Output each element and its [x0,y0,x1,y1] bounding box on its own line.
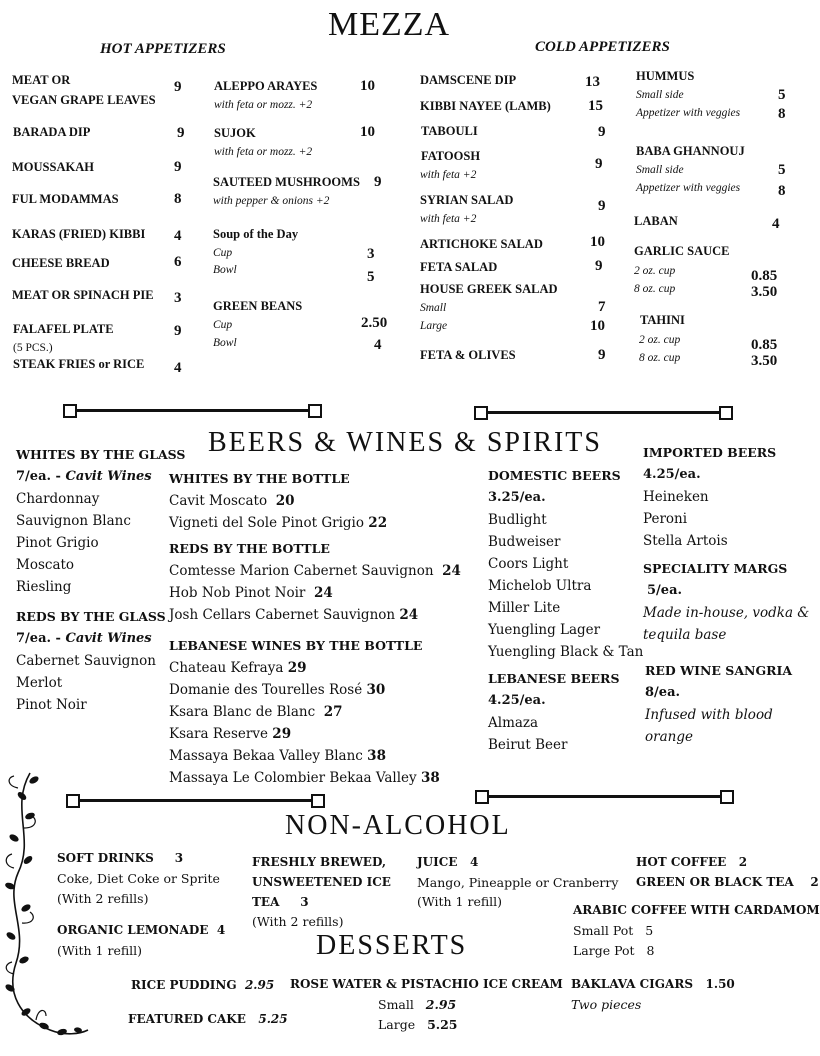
list-item: Moscato [16,557,75,573]
menu-item-name: HOUSE GREEK SALAD [420,282,558,296]
green-black-tea [636,875,819,889]
item-name: Hob Nob Pinot Noir [169,585,306,601]
menu-item-name: FALAFEL PLATE [13,322,114,336]
juice-desc: Mango, Pineapple or Cranberry [417,875,619,890]
menu-item-option: Appetizer with veggies [636,182,741,194]
menu-item-name: SUJOK [214,126,256,140]
iced-tea-line2: UNSWEETENED ICE [252,875,391,889]
menu-item-name: ALEPPO ARAYES [214,79,318,93]
item-name: Vigneti del Sole Pinot Grigio [169,515,364,531]
baklava-desc: Two pieces [571,997,642,1012]
item-name: HOT COFFEE [636,855,727,869]
list-item: Chardonnay [16,491,100,507]
juice-refill: (With 1 refill) [417,894,503,909]
menu-item-option: with feta +2 [420,169,477,181]
menu-item-price: 0.85 [751,337,778,353]
item-price: 27 [323,704,343,720]
lebanese-wines-heading: LEBANESE WINES BY THE BOTTLE [169,638,423,653]
size-price: 8 [646,943,655,958]
list-item: Miller Lite [488,600,561,616]
menu-item-price: 9 [598,124,606,140]
menu-item-note: (5 PCS.) [13,342,53,354]
list-item: Budweiser [488,534,561,550]
menu-item-price: 10 [590,234,605,250]
item-price: 22 [368,515,388,531]
menu-item-name: SYRIAN SALAD [420,193,514,207]
menu-item-price: 4 [174,228,182,244]
item-price: 1.50 [705,977,735,991]
menu-item-price: 6 [174,254,182,270]
soft-drinks [57,851,183,865]
menu-item-name: ARTICHOKE SALAD [420,237,543,251]
list-item: Michelob Ultra [488,578,592,594]
menu-item-price: 5 [778,87,786,103]
menu-item-option: Appetizer with veggies [636,107,741,119]
hot-coffee [636,855,747,869]
sangria-price: 8/ea. [645,685,681,700]
featured-cake [128,1012,288,1026]
reds-glass-heading: REDS BY THE GLASS [16,609,166,624]
list-item: Peroni [643,511,688,527]
organic-lemonade [57,923,225,937]
menu-item-name: FUL MODAMMAS [12,192,119,206]
menu-item-name: GARLIC SAUCE [634,244,730,258]
whites-glass-heading: WHITES BY THE GLASS [16,447,186,462]
list-item [169,660,307,676]
item-price: 38 [420,770,440,786]
menu-item-price: 9 [595,156,603,172]
list-item [169,770,440,786]
list-item: Beirut Beer [488,737,568,753]
list-item: Coors Light [488,556,569,572]
list-item [169,563,461,579]
size-price: 5.25 [427,1017,458,1032]
menu-item-option: Small [420,302,447,314]
non-alcohol-title: NON-ALCOHOL [285,810,511,841]
item-price: 2 [738,855,748,869]
item-price: 29 [287,660,307,676]
domestic-beers-heading: DOMESTIC BEERS [488,468,621,483]
item-name: Cavit Moscato [169,493,268,509]
menu-item-price: 10 [590,318,605,334]
size-price: 5 [645,923,654,938]
speciality-margs-desc: Made in-house, vodka & [643,605,810,621]
menu-item-price: 9 [598,198,606,214]
list-item [169,704,343,720]
item-price: 2.95 [244,978,275,992]
iced-tea-line1: FRESHLY BREWED, [252,855,387,869]
menu-item-price: 10 [360,78,375,94]
item-price: 3 [174,851,184,865]
size-label: Large [378,1017,416,1032]
item-name: BAKLAVA CIGARS [571,977,693,991]
menu-item-option: 8 oz. cup [639,352,681,364]
menu-item-name: BARADA DIP [13,125,91,139]
item-price: 38 [367,748,386,764]
list-item [169,493,294,509]
menu-item-name: Soup of the Day [213,227,299,241]
list-item: Budlight [488,512,547,528]
size-label: Large Pot [573,943,635,958]
item-name: Domanie des Tourelles Rosé [169,682,363,698]
sangria-desc: Infused with blood [645,707,773,723]
menu-item-price: 3 [367,246,375,262]
juice [417,855,478,869]
floral-vine-decoration [0,768,90,1056]
menu-item-price: 15 [588,98,603,114]
brand-label: Cavit Wines [65,469,152,484]
menu-item-name: TABOULI [421,124,478,138]
size-label: Small [378,997,414,1012]
item-price: 3 [300,895,309,909]
menu-item-option: with feta +2 [420,213,477,225]
lebanese-beers-heading: LEBANESE BEERS [488,671,620,686]
soft-drinks-desc: Coke, Diet Coke or Sprite [57,871,220,886]
arabic-coffee-large [573,943,654,958]
menu-item-name: MOUSSAKAH [12,160,94,174]
item-price: 29 [272,726,292,742]
menu-item-option: with pepper & onions +2 [213,195,330,207]
whites-glass-price [16,469,152,484]
menu-item-option: with feta or mozz. +2 [214,146,313,158]
item-price: 4 [216,923,226,937]
ice-cream-large [378,1017,458,1032]
menu-item-option: 2 oz. cup [634,265,676,277]
list-item: Riesling [16,579,72,595]
list-item: Sauvignon Blanc [16,513,131,529]
list-item [169,726,291,742]
menu-item-price: 4 [772,216,780,232]
size-label: Small Pot [573,923,634,938]
menu-item-option: Cup [213,319,233,331]
menu-item-option: with feta or mozz. +2 [214,99,313,111]
item-name: ORGANIC LEMONADE [57,923,209,937]
item-name: Josh Cellars Cabernet Sauvignon [169,607,396,623]
list-item [169,682,385,698]
menu-item-price: 5 [778,162,786,178]
menu-item-price: 9 [374,174,382,190]
menu-item-price: 3.50 [751,353,778,369]
domestic-beers-price: 3.25/ea. [488,490,546,505]
menu-item-price: 2.50 [361,315,388,331]
imported-beers-price: 4.25/ea. [643,467,701,482]
list-item [169,748,386,764]
list-item: Pinot Grigio [16,535,99,551]
desserts-title: DESSERTS [316,930,468,961]
menu-item-name: LABAN [634,214,678,228]
speciality-margs-desc: tequila base [643,627,727,643]
menu-item-option: Cup [213,247,233,259]
item-name: Chateau Kefraya [169,660,284,676]
iced-tea-refill: (With 2 refills) [252,914,344,929]
brand-label: Cavit Wines [65,631,152,646]
menu-item-name: KIBBI NAYEE (LAMB) [420,99,551,113]
menu-item-name: TAHINI [640,313,685,327]
menu-item-name: MEAT OR [12,73,71,87]
menu-item-price: 3 [174,290,182,306]
list-item: Yuengling Black & Tan [488,644,644,660]
soft-drinks-refill: (With 2 refills) [57,891,149,906]
sangria-heading: RED WINE SANGRIA [645,663,793,678]
menu-item-price: 0.85 [751,268,778,284]
item-name: Ksara Blanc de Blanc [169,704,316,720]
menu-item-name: KARAS (FRIED) KIBBI [12,227,146,241]
item-name: SOFT DRINKS [57,851,154,865]
menu-item-option: 2 oz. cup [639,334,681,346]
price-label: 7/ea. - [16,631,66,646]
ice-cream: ROSE WATER & PISTACHIO ICE CREAM [290,977,563,991]
drinks-title: BEERS & WINES & SPIRITS [208,427,602,458]
menu-item-price: 3.50 [751,284,778,300]
item-price: 5.25 [258,1012,288,1026]
menu-item-name: GREEN BEANS [213,299,303,313]
item-price: 24 [313,585,333,601]
item-price: 2 [810,875,819,889]
item-price: 4 [470,855,479,869]
ice-cream-small [378,997,456,1012]
menu-item-price: 9 [174,159,182,175]
menu-item-name: BABA GHANNOUJ [636,144,745,158]
menu-item-price: 13 [585,74,600,90]
speciality-margs-heading: SPECIALITY MARGS [643,561,788,576]
menu-item-option: Bowl [213,264,237,276]
menu-item-price: 8 [174,191,182,207]
menu-item-option: 8 oz. cup [634,283,676,295]
list-item [169,585,333,601]
lebanese-beers-price: 4.25/ea. [488,693,546,708]
menu-item-option: Bowl [213,337,237,349]
item-name: Massaya Le Colombier Bekaa Valley [169,770,417,786]
menu-item-name: CHEESE BREAD [12,256,110,270]
menu-item-price: 5 [367,269,375,285]
menu-item-name: MEAT OR SPINACH PIE [12,288,154,302]
item-price: 30 [366,682,386,698]
list-item: Merlot [16,675,63,691]
menu-item-price: 9 [177,125,185,141]
menu-item-option: Small side [636,89,684,101]
imported-beers-heading: IMPORTED BEERS [643,445,777,460]
list-item: Yuengling Lager [488,622,601,638]
menu-item-price: 8 [778,106,786,122]
list-item: Heineken [643,489,709,505]
item-price: 20 [275,493,295,509]
mezza-title: MEZZA [328,6,451,43]
whites-bottle-heading: WHITES BY THE BOTTLE [169,471,350,486]
item-name: RICE PUDDING [131,978,237,992]
menu-item-name: FETA SALAD [420,260,498,274]
list-item: Almaza [488,715,539,731]
menu-item-name: SAUTEED MUSHROOMS [213,175,360,189]
list-item: Stella Artois [643,533,728,549]
size-price: 2.95 [425,997,457,1012]
hot-appetizers-title: HOT APPETIZERS [100,41,226,57]
item-name: GREEN OR BLACK TEA [636,875,794,889]
menu-item-price: 9 [598,347,606,363]
menu-item-price: 8 [778,183,786,199]
item-price: 24 [442,563,461,579]
menu-item-name: FETA & OLIVES [420,348,516,362]
list-item: Cabernet Sauvignon [16,653,156,669]
item-name: TEA [252,895,280,909]
menu-item-name: HUMMUS [636,69,695,83]
item-name: FEATURED CAKE [128,1012,246,1026]
price-label: 7/ea. - [16,469,66,484]
list-item: Pinot Noir [16,697,87,713]
sangria-desc: orange [645,729,693,745]
lemonade-refill: (With 1 refill) [57,943,143,958]
menu-item-price: 4 [374,337,382,353]
baklava-cigars [571,977,735,991]
menu-item-name: FATOOSH [421,149,481,163]
menu-item-price: 7 [598,299,606,315]
menu-item-price: 10 [360,124,375,140]
menu-item-option: Small side [636,164,684,176]
cold-appetizers-title: COLD APPETIZERS [535,39,670,55]
menu-item-price: 4 [174,360,182,376]
item-name: JUICE [417,855,458,869]
arabic-coffee: ARABIC COFFEE WITH CARDAMOM [573,903,820,917]
menu-item-price: 9 [595,258,603,274]
item-name: Comtesse Marion Cabernet Sauvignon [169,563,434,579]
list-item [169,515,387,531]
item-name: Massaya Bekaa Valley Blanc [169,748,363,764]
rice-pudding [131,978,274,992]
speciality-margs-price: 5/ea. [647,583,683,598]
menu-item-price: 9 [174,323,182,339]
iced-tea-line3 [252,895,309,909]
list-item [169,607,418,623]
reds-glass-price [16,631,152,646]
menu-item-price: 9 [174,79,182,95]
arabic-coffee-small [573,923,653,938]
item-price: 24 [399,607,419,623]
menu-item-option: Large [420,320,448,332]
menu-item-name: VEGAN GRAPE LEAVES [12,93,156,107]
menu-item-name: DAMSCENE DIP [420,73,517,87]
reds-bottle-heading: REDS BY THE BOTTLE [169,541,330,556]
item-name: Ksara Reserve [169,726,268,742]
menu-item-name: STEAK FRIES or RICE [13,357,145,371]
